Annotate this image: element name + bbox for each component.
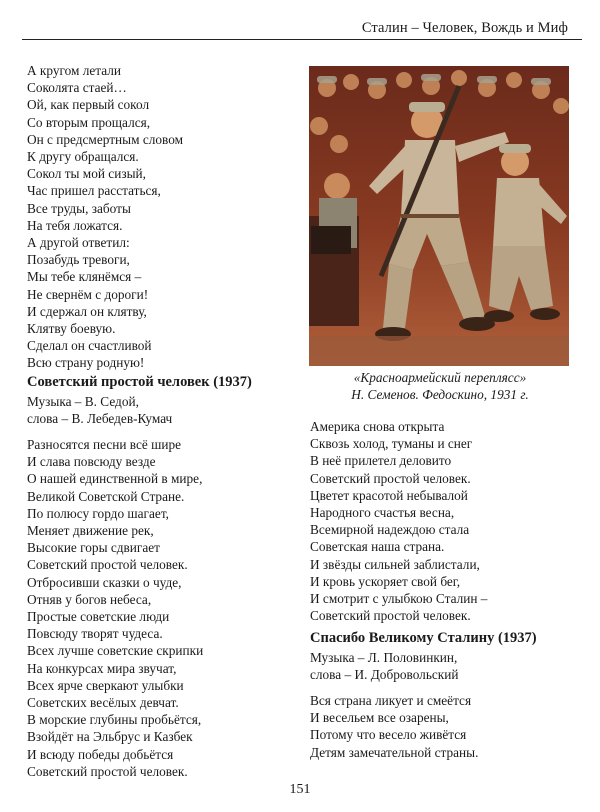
verse-line: Советская наша страна. (310, 539, 445, 555)
verse-line: Всю страну родную! (27, 355, 145, 371)
verse-line: Сделал он счастливой (27, 338, 152, 354)
verse-line: Позабудь тревоги, (27, 252, 130, 268)
verse-line: Советских весёлых девчат. (27, 695, 179, 711)
verse-line: Час пришел расстаться, (27, 183, 161, 199)
page-number: 151 (289, 782, 311, 797)
painting-krasnoarmeysky-perepliass (309, 66, 569, 366)
poem-ending-stanza (27, 62, 183, 372)
verse-line: По полюсу гордо шагает, (27, 505, 169, 521)
verse-line: О нашей единственной в мире, (27, 471, 203, 487)
song2-lyrics (310, 692, 478, 761)
verse-line: Сквозь холод, туманы и снег (310, 436, 473, 452)
verse-line: Мы тебе клянёмся – (27, 269, 142, 285)
verse-line: Всемирной надеждою стала (310, 522, 470, 538)
verse-line: Великой Советской Стране. (27, 488, 185, 504)
caption-author: Н. Семенов. Федоскино, 1931 г. (351, 387, 529, 403)
verse-line: Советский простой человек. (27, 557, 188, 573)
verse-line: Детям замечательной страны. (310, 744, 479, 760)
verse-line: Америка снова открыта (310, 419, 445, 434)
painting-caption (300, 369, 580, 403)
header-title: Сталин – Человек, Вождь и Миф (361, 20, 568, 36)
verse-line: На конкурсах мира звучат, (27, 660, 177, 676)
song2-credits (310, 649, 458, 683)
verse-line: И весельем все озарены, (310, 710, 449, 726)
verse-line: Меняет движение рек, (27, 523, 154, 539)
verse-line: Все труды, заботы (27, 200, 131, 216)
verse-line: Вся страна ликует и смеётся (310, 693, 472, 708)
verse-line: Повсюду творят чудеса. (27, 626, 163, 642)
verse-line: А кругом летали (27, 63, 122, 78)
verse-line: Советский простой человек. (310, 608, 471, 624)
song-title-spasibo-velikomu-stalinu: Спасибо Великому Сталину (1937) (310, 630, 537, 646)
verse-line: На тебя ложатся. (27, 217, 123, 233)
verse-line: Сокол ты мой сизый, (27, 166, 146, 182)
header-rule (22, 39, 582, 40)
verse-line: Потому что весело живётся (310, 727, 467, 743)
song-credits (27, 393, 172, 427)
song2-music-credit: Музыка – Л. Половинкин, (310, 650, 458, 665)
song-lyrics-part-2 (310, 418, 487, 624)
verse-line: Всех лучше советские скрипки (27, 643, 204, 659)
verse-line: Отбросивши сказки о чуде, (27, 574, 182, 590)
verse-line: Цветет красотой небывалой (310, 487, 468, 503)
verse-line: Взойдёт на Эльбрус и Казбек (27, 729, 193, 745)
verse-line: В неё прилетел деловито (310, 453, 452, 469)
caption-title: «Красноармейский переплясс» (353, 370, 527, 385)
verse-line: Разносятся песни всё шире (27, 437, 182, 452)
music-credit: Музыка – В. Седой, (27, 394, 139, 409)
verse-line: К другу обращался. (27, 149, 139, 165)
verse-line: И звёзды сильней заблистали, (310, 556, 480, 572)
song-lyrics-part-1 (27, 436, 203, 780)
running-header (22, 18, 582, 40)
verse-line: Советский простой человек. (27, 763, 188, 779)
verse-line: А другой ответил: (27, 235, 130, 251)
verse-line: И слава повсюду везде (27, 454, 156, 470)
verse-line: Ой, как первый сокол (27, 97, 150, 113)
verse-line: Клятву боевую. (27, 321, 116, 337)
verse-line: И всюду победы добьётся (27, 746, 174, 762)
song-title-sovetsky-prostoy-chelovek: Советский простой человек (1937) (27, 374, 252, 390)
verse-line: Соколята стаей… (27, 80, 127, 96)
painting-illustration (309, 66, 569, 366)
verse-line: Не свернём с дороги! (27, 286, 149, 302)
verse-line: Он с предсмертным словом (27, 131, 183, 147)
verse-line: И сдержал он клятву, (27, 303, 147, 319)
verse-line: И кровь ускоряет свой бег, (310, 573, 461, 589)
song2-lyrics-credit: слова – И. Добровольский (310, 667, 459, 683)
verse-line: И смотрит с улыбкою Сталин – (310, 591, 488, 607)
verse-line: Отняв у богов небеса, (27, 591, 152, 607)
verse-line: В морские глубины пробьётся, (27, 712, 202, 728)
verse-line: Народного счастья весна, (310, 505, 455, 521)
verse-line: Советский простой человек. (310, 470, 471, 486)
verse-line: Высокие горы сдвигает (27, 540, 160, 556)
verse-line: Всех ярче сверкают улыбки (27, 677, 184, 693)
verse-line: Простые советские люди (27, 609, 170, 625)
lyrics-credit: слова – В. Лебедев-Кумач (27, 411, 173, 427)
verse-line: Со вторым прощался, (27, 114, 151, 130)
